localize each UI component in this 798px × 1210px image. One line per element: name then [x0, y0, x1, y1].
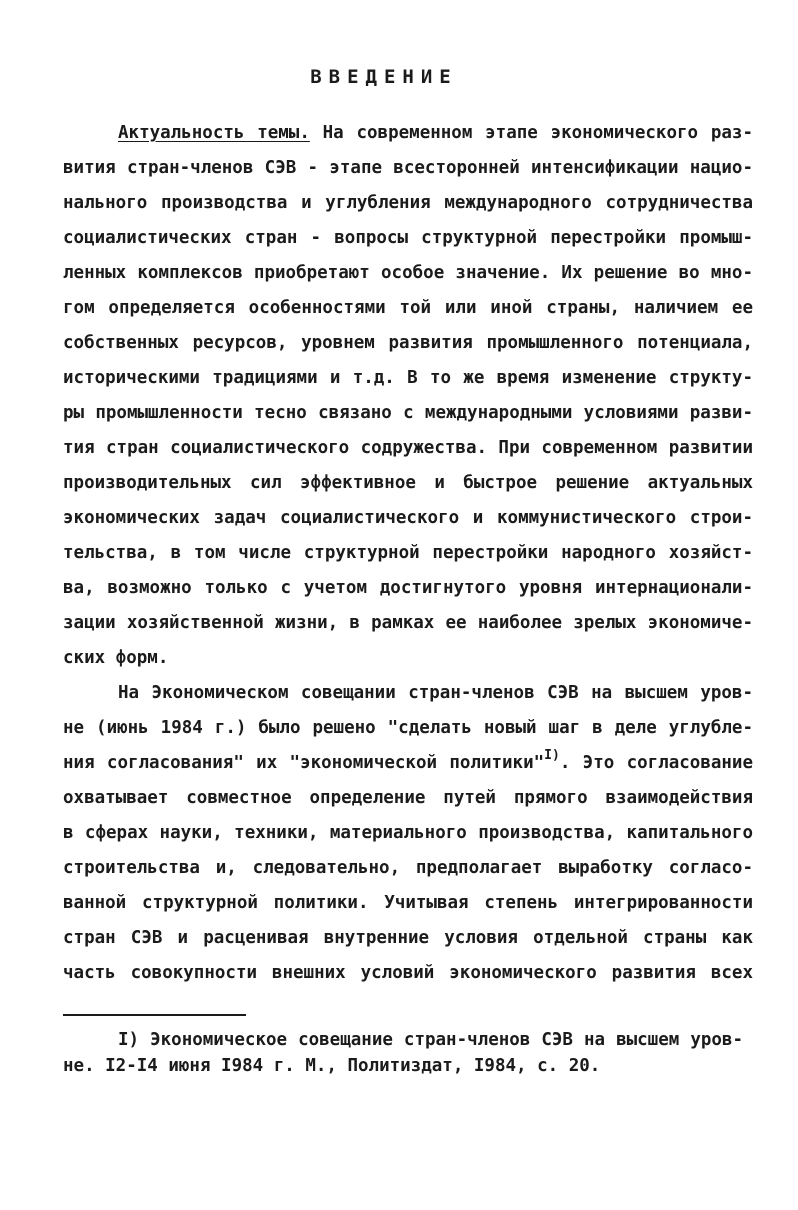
footnote-line: не. I2-I4 июня I984 г. М., Политиздат, I984, с. 20.: [63, 1056, 601, 1076]
paragraph-1-line: гом определяется особенностями той или иной страны, наличием ее: [63, 298, 753, 318]
paragraph-2-line-3-text-after: . Это согласование: [559, 753, 753, 773]
paragraph-1-line: историческими традициями и т.д. В то же время изменение структу-: [63, 368, 753, 388]
paragraph-1-line: экономических задач социалистического и коммунистического строи-: [63, 508, 753, 528]
paragraph-1-line: тия стран социалистического содружества. При современном развитии: [63, 438, 753, 458]
paragraph-1-line-1-text: На современном этапе экономического раз-: [322, 123, 753, 143]
footnote-divider: [63, 1014, 246, 1016]
paragraph-1-line: ва, возможно только с учетом достигнутого уровня интернационали-: [63, 578, 753, 598]
paragraph-2-line: стран СЭВ и расценивая внутренние условия отдельной страны как: [63, 928, 753, 948]
paragraph-2-line-3-text: ния согласования" их "экономической политики": [63, 753, 545, 773]
paragraph-1-line: собственных ресурсов, уровнем развития промышленного потенциала,: [63, 333, 753, 353]
paragraph-2-line: [63, 748, 753, 775]
topic-label: Актуальность темы.: [118, 123, 310, 143]
page-heading: ВВЕДЕНИЕ: [310, 66, 458, 88]
paragraph-1-line: ских форм.: [63, 648, 169, 668]
paragraph-1-line: зации хозяйственной жизни, в рамках ее наиболее зрелых экономиче-: [63, 613, 753, 633]
paragraph-1-line: ленных комплексов приобретают особое значение. Их решение во мно-: [63, 263, 753, 283]
paragraph-2-line: охватывает совместное определение путей прямого взаимодействия: [63, 788, 753, 808]
paragraph-1-line: тельства, в том числе структурной перестройки народного хозяйст-: [63, 543, 753, 563]
paragraph-2-line: ванной структурной политики. Учитывая степень интегрированности: [63, 893, 753, 913]
paragraph-2-line: строительства и, следовательно, предполагает выработку согласо-: [63, 858, 753, 878]
paragraph-2-line: не (июнь 1984 г.) было решено "сделать новый шаг в деле углубле-: [63, 718, 753, 738]
footnote-line: I) Экономическое совещание стран-членов СЭВ на высшем уров-: [118, 1030, 743, 1050]
paragraph-1-line-1: [118, 121, 753, 145]
paragraph-2-line: На Экономическом совещании стран-членов СЭВ на высшем уров-: [118, 683, 753, 703]
paragraph-1-line: ры промышленности тесно связано с международными условиями разви-: [63, 403, 753, 423]
paragraph-2-line: часть совокупности внешних условий экономического развития всех: [63, 963, 753, 983]
paragraph-1-line: социалистических стран - вопросы структурной перестройки промыш-: [63, 228, 753, 248]
paragraph-1-line: вития стран-членов СЭВ - этапе всесторонней интенсификации нацио-: [63, 158, 753, 178]
footnote-reference: I): [544, 748, 560, 764]
paragraph-1-line: производительных сил эффективное и быстрое решение актуальных: [63, 473, 753, 493]
paragraph-2-line: в сферах науки, техники, материального производства, капитального: [63, 823, 753, 843]
paragraph-1-line: нального производства и углубления международного сотрудничества: [63, 193, 753, 213]
